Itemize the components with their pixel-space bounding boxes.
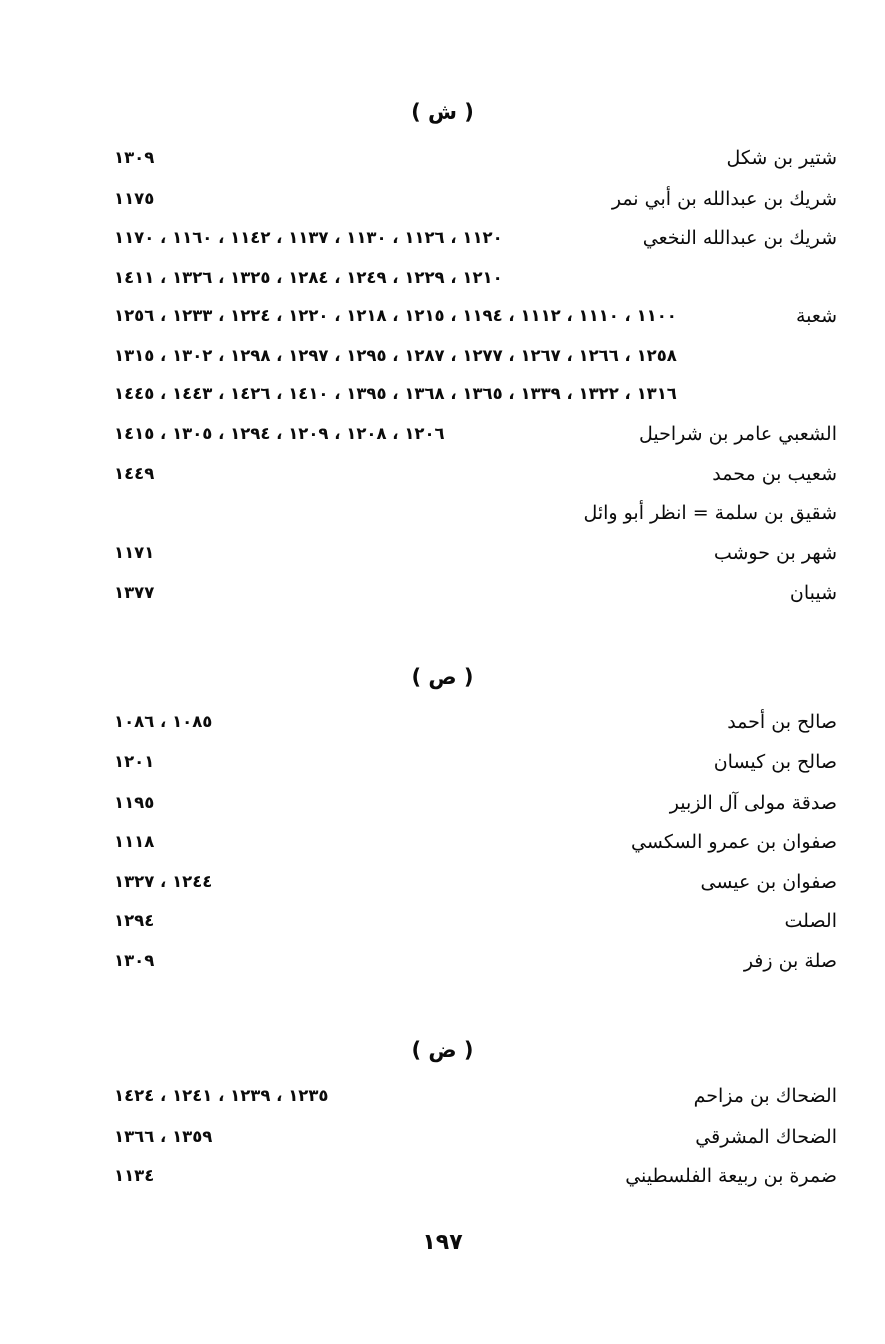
entry-name: الصلت [784, 910, 837, 932]
index-entry [0, 786, 885, 820]
entry-name: صالح بن كيسان [713, 751, 837, 773]
entry-refs: ١١١٨ [114, 832, 155, 851]
section-heading-dad: ( ض ) [411, 1038, 474, 1062]
entry-refs: ١٣٥٩ ، ١٣٦٦ [114, 1127, 213, 1146]
entry-name: شريك بن عبدالله النخعي [642, 227, 837, 249]
entry-name: صلة بن زفر [743, 950, 837, 972]
entry-refs: ١٣٠٩ [114, 951, 155, 970]
entry-name: شيبان [789, 582, 837, 604]
entry-refs: ١٣٠٩ [114, 148, 155, 167]
entry-name: صالح بن أحمد [727, 711, 837, 733]
index-entry [0, 496, 885, 530]
index-entry [0, 221, 885, 255]
index-entry-continuation [0, 339, 885, 373]
index-entry [0, 299, 885, 333]
index-entry [0, 1159, 885, 1193]
entry-refs: ١٢٤٤ ، ١٣٢٧ [114, 872, 213, 891]
entry-refs: ١٤٤٩ [114, 464, 155, 483]
entry-refs: ١٣٧٧ [114, 583, 155, 602]
entry-refs: ١٢٥٨ ، ١٢٦٦ ، ١٢٦٧ ، ١٢٧٧ ، ١٢٨٧ ، ١٢٩٥ ، ١٢٩٧ ، ١٢٩٨ ، ١٣٠٢ ، ١٣١٥ [114, 346, 677, 365]
entry-refs: ١١٩٥ [114, 793, 155, 812]
entry-name: الشعبي عامر بن شراحيل [639, 423, 837, 445]
index-entry [0, 576, 885, 610]
entry-refs: ١٢٠١ [114, 752, 155, 771]
page-number: ١٩٧ [422, 1230, 463, 1255]
index-entry-continuation [0, 377, 885, 411]
index-entry [0, 1079, 885, 1113]
entry-name: شعبة [795, 305, 837, 327]
index-entry [0, 865, 885, 899]
entry-refs: ١١٣٤ [114, 1166, 155, 1185]
index-entry [0, 745, 885, 779]
index-entry [0, 1120, 885, 1154]
entry-name: شهر بن حوشب [713, 542, 837, 564]
index-entry [0, 457, 885, 491]
index-entry [0, 417, 885, 451]
index-entry [0, 825, 885, 859]
section-heading-sad: ( ص ) [411, 665, 474, 689]
index-entry [0, 141, 885, 175]
entry-name: صدقة مولى آل الزبير [669, 792, 837, 814]
entry-name: ضمرة بن ربيعة الفلسطيني [625, 1165, 837, 1187]
entry-name: صفوان بن عيسى [700, 871, 837, 893]
entry-name: شريك بن عبدالله بن أبي نمر [611, 188, 837, 210]
entry-name: شقيق بن سلمة = انظر أبو وائل [583, 502, 837, 524]
entry-refs: ١١٧٥ [114, 189, 155, 208]
section-heading-sheen: ( ش ) [411, 100, 474, 124]
index-entry [0, 182, 885, 216]
entry-name: الضحاك بن مزاحم [693, 1085, 837, 1107]
entry-refs: ١١٠٠ ، ١١١٠ ، ١١١٢ ، ١١٩٤ ، ١٢١٥ ، ١٢١٨ ، ١٢٢٠ ، ١٢٢٤ ، ١٢٣٣ ، ١٢٥٦ [114, 306, 677, 325]
index-entry [0, 536, 885, 570]
entry-name: شتير بن شكل [726, 147, 837, 169]
index-entry-continuation [0, 261, 885, 295]
entry-refs: ١٠٨٥ ، ١٠٨٦ [114, 712, 213, 731]
index-entry [0, 904, 885, 938]
index-entry [0, 705, 885, 739]
entry-name: الضحاك المشرقي [695, 1126, 837, 1148]
entry-refs: ١٢٣٥ ، ١٢٣٩ ، ١٢٤١ ، ١٤٢٤ [114, 1086, 329, 1105]
entry-refs: ١٣١٦ ، ١٣٢٢ ، ١٣٣٩ ، ١٣٦٥ ، ١٣٦٨ ، ١٣٩٥ ، ١٤١٠ ، ١٤٢٦ ، ١٤٤٣ ، ١٤٤٥ [114, 384, 677, 403]
entry-refs: ١١٢٠ ، ١١٢٦ ، ١١٣٠ ، ١١٣٧ ، ١١٤٢ ، ١١٦٠ ، ١١٧٠ [114, 228, 503, 247]
entry-name: شعيب بن محمد [712, 463, 837, 485]
entry-refs: ١٢٩٤ [114, 911, 155, 930]
entry-refs: ١٢٠٦ ، ١٢٠٨ ، ١٢٠٩ ، ١٢٩٤ ، ١٣٠٥ ، ١٤١٥ [114, 424, 445, 443]
entry-name: صفوان بن عمرو السكسي [631, 831, 837, 853]
entry-refs: ١١٧١ [114, 543, 155, 562]
index-entry [0, 944, 885, 978]
entry-refs: ١٢١٠ ، ١٢٢٩ ، ١٢٤٩ ، ١٢٨٤ ، ١٣٢٥ ، ١٣٢٦ ، ١٤١١ [114, 268, 503, 287]
